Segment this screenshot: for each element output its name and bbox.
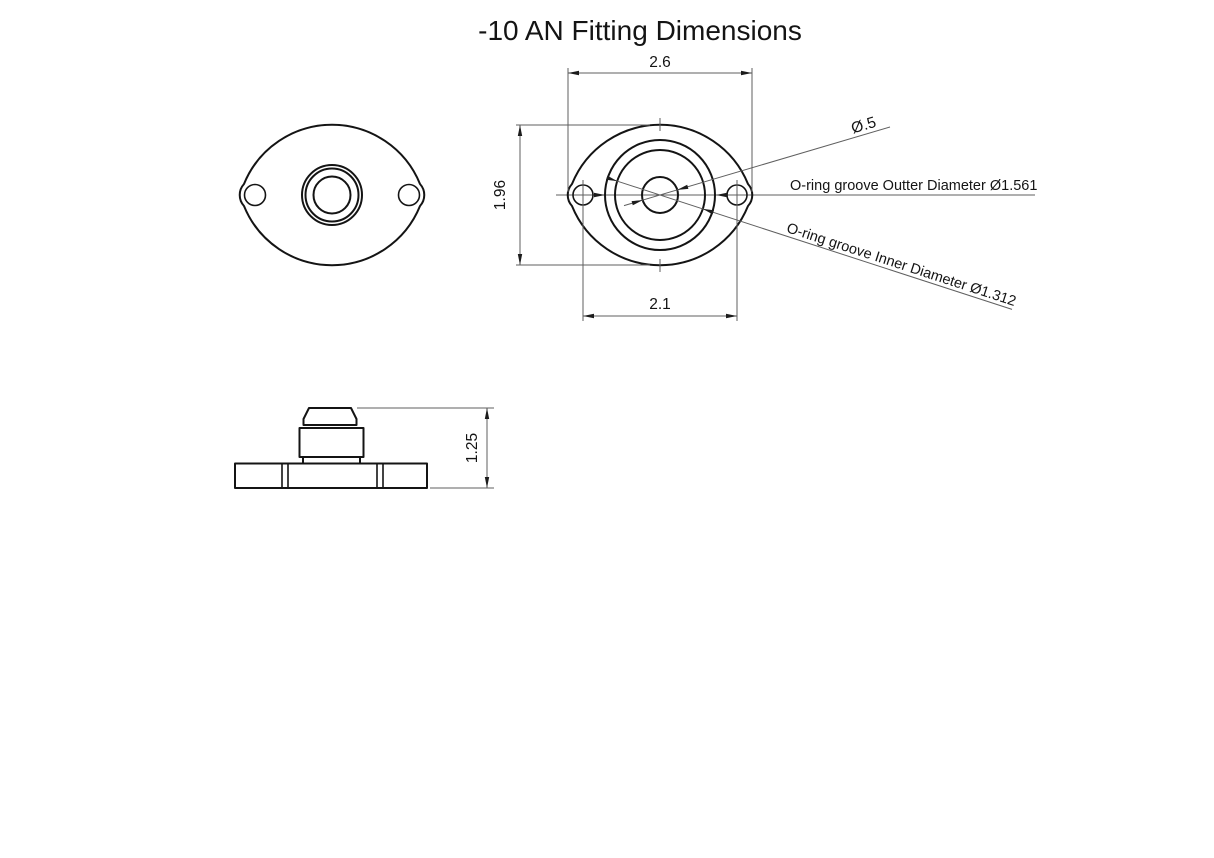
arrowhead	[594, 193, 605, 197]
boss-outer-circle	[302, 165, 362, 225]
dimension-value: 1.96	[492, 179, 509, 211]
arrowhead	[518, 125, 522, 136]
arrowhead	[726, 314, 737, 318]
dimension-value: 1.25	[464, 432, 481, 464]
arrowhead	[716, 193, 727, 197]
annotation-text: O-ring groove Outter Diameter Ø1.561	[790, 178, 1038, 194]
leader-oring-inner	[606, 176, 1018, 310]
arrowhead	[677, 185, 688, 190]
annotation-text: O-ring groove Inner Diameter Ø1.312	[784, 220, 1018, 310]
drawing-title: -10 AN Fitting Dimensions	[478, 15, 802, 46]
bore-circle	[314, 177, 351, 214]
arrowhead	[568, 71, 579, 75]
arrowhead	[518, 254, 522, 265]
front-view-dimensioned	[556, 118, 1038, 272]
flange-base	[235, 464, 427, 489]
dimension-value: Ø.5	[849, 113, 879, 138]
bolt-hole-right	[399, 185, 420, 206]
arrowhead	[485, 477, 489, 488]
front-view-plain	[240, 125, 425, 265]
dimension-value: 2.6	[649, 54, 671, 71]
hex-body	[300, 428, 364, 457]
arrowhead	[632, 200, 643, 205]
dimension-value: 2.1	[649, 296, 671, 313]
flange-outline	[240, 125, 425, 265]
flare-nose	[304, 408, 357, 425]
side-view	[235, 408, 427, 488]
bolt-hole-left	[245, 185, 266, 206]
arrowhead	[583, 314, 594, 318]
arrowhead	[741, 71, 752, 75]
arrowhead	[485, 408, 489, 419]
